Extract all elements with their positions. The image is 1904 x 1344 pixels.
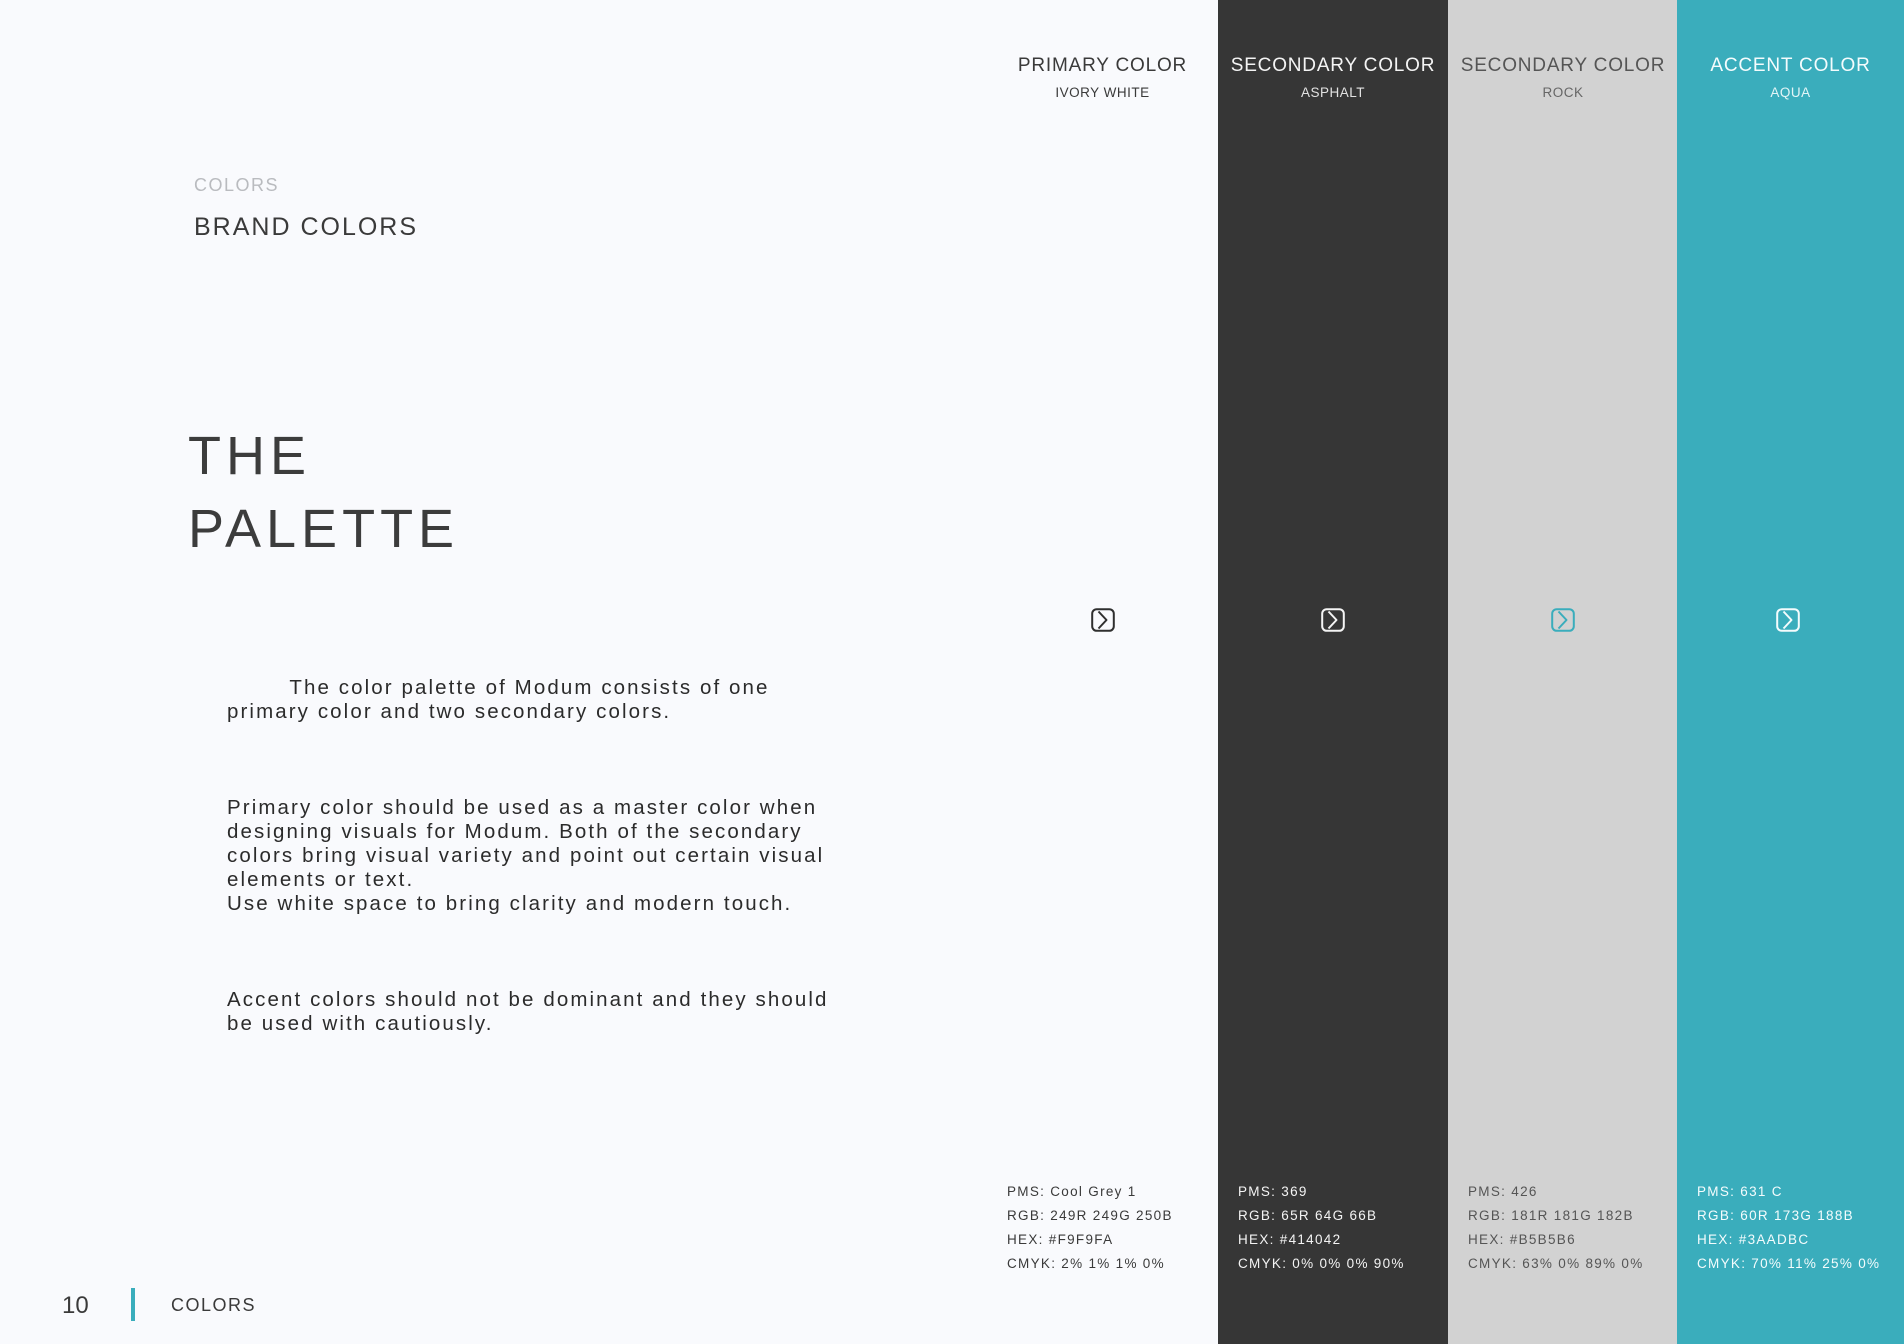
swatch-role: ACCENT COLOR [1710, 55, 1871, 76]
spec-rgb: RGB: 249R 249G 250B [1007, 1208, 1173, 1223]
palette-description [227, 628, 847, 1108]
swatch-name: ASPHALT [1300, 85, 1366, 100]
swatch-specs [1238, 1180, 1405, 1276]
spec-rgb: RGB: 181R 181G 182B [1468, 1208, 1634, 1223]
modum-logo-icon [1776, 608, 1800, 632]
swatch-rock [1448, 0, 1678, 1344]
page-title-line-1: THE [188, 426, 311, 486]
spec-pms: PMS: 369 [1238, 1184, 1308, 1199]
spec-hex: HEX: #F9F9FA [1007, 1232, 1114, 1247]
spec-cmyk: CMYK: 63% 0% 89% 0% [1468, 1256, 1644, 1271]
page-title-line-2: PALETTE [188, 499, 460, 559]
spec-hex: HEX: #B5B5B6 [1468, 1232, 1576, 1247]
spec-cmyk: CMYK: 2% 1% 1% 0% [1007, 1256, 1165, 1271]
spec-hex: HEX: #414042 [1238, 1232, 1342, 1247]
page-title [188, 420, 459, 566]
spec-rgb: RGB: 60R 173G 188B [1697, 1208, 1854, 1223]
spec-rgb: RGB: 65R 64G 66B [1238, 1208, 1378, 1223]
spec-cmyk: CMYK: 70% 11% 25% 0% [1697, 1256, 1881, 1271]
footer-divider [131, 1288, 135, 1321]
swatch-role: SECONDARY COLOR [1230, 55, 1436, 76]
swatch-name: AQUA [1770, 85, 1811, 100]
modum-logo-icon [1551, 608, 1575, 632]
section-label: COLORS [194, 175, 280, 195]
swatch-role: PRIMARY COLOR [1017, 55, 1188, 76]
spec-pms: PMS: 631 C [1697, 1184, 1783, 1199]
swatch-specs [1468, 1180, 1644, 1276]
swatch-role: SECONDARY COLOR [1460, 55, 1666, 76]
description-paragraph-2: Primary color should be used as a master color when designing visuals for Modum. Both of the secondary colors bring visual variety and point out certain visual elements or text. Use white space to bring clarity and modern touch. [227, 796, 825, 915]
footer-section-label: COLORS [171, 1295, 257, 1315]
description-paragraph-3: Accent colors should not be dominant and they should be used with cautiously. [227, 988, 837, 1035]
swatch-aqua [1677, 0, 1904, 1344]
description-paragraph-1: The color palette of Modum consists of one primary color and two secondary colors. [227, 676, 778, 723]
spec-pms: PMS: 426 [1468, 1184, 1538, 1199]
swatch-name: ROCK [1542, 85, 1584, 100]
swatch-specs [1697, 1180, 1880, 1276]
spec-hex: HEX: #3AADBC [1697, 1232, 1810, 1247]
swatch-ivory-white [987, 0, 1218, 1344]
modum-logo-icon [1321, 608, 1345, 632]
spec-pms: PMS: Cool Grey 1 [1007, 1184, 1137, 1199]
spec-cmyk: CMYK: 0% 0% 0% 90% [1238, 1256, 1405, 1271]
page-number: 10 [62, 1292, 89, 1319]
swatch-name: IVORY WHITE [1055, 85, 1150, 100]
swatch-specs [1007, 1180, 1173, 1276]
section-title: BRAND COLORS [194, 213, 419, 241]
swatch-asphalt [1218, 0, 1448, 1344]
modum-logo-icon [1091, 608, 1115, 632]
